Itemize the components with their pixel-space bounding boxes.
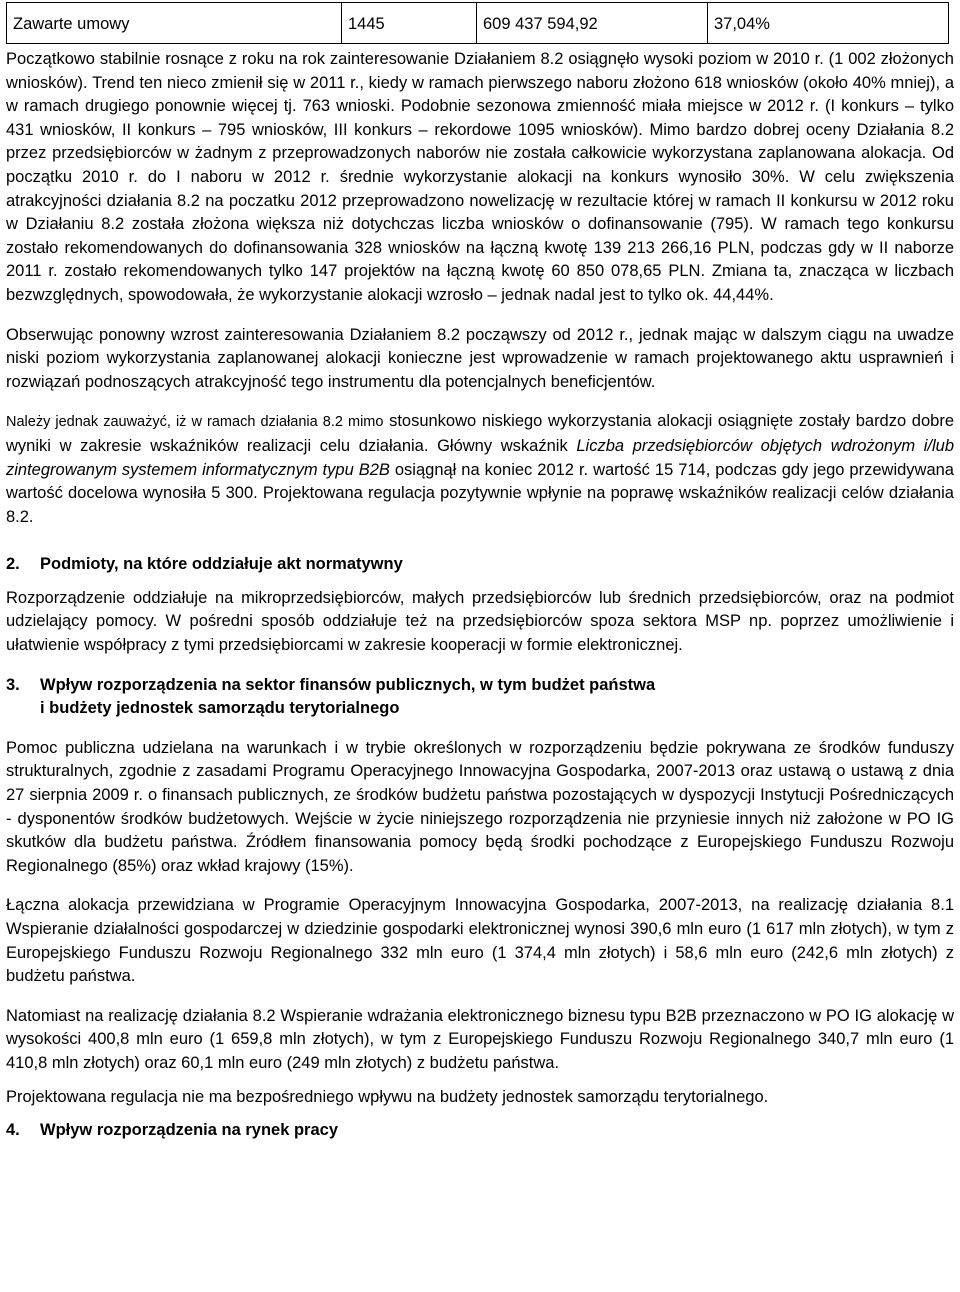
section-heading-3 [6, 674, 954, 721]
paragraph-public-aid-funding: Pomoc publiczna udzielana na warunkach i w trybie określonych w rozporządzeniu będzie pokrywana ze środków funduszy strukturalnych, zgodnie z zasadami Programu Operacyjnego Innowacyjna Gospodarka, 2007-2013 oraz ustawą o ustawą z dnia 27 sierpnia 2009 r. o finansach publicznych, ze środków budżetu państwa pozostających w dyspozycji Instytucji Pośredniczących - dysponentów środków budżetowych. Wejście w życie niniejszego rozporządzenia nie przyniesie innych niż założone w PO IG skutków dla budżetu państwa. Źródłem finansowania pomocy będą środki pochodzące z Europejskiego Funduszu Rozwoju Regionalnego (85%) oraz wkład krajowy (15%). [6, 738, 954, 875]
table-cell: 609 437 594,92 [477, 3, 708, 44]
contracts-table [6, 2, 949, 44]
heading-number: 4. [6, 1121, 20, 1140]
paragraph-text: osiągnął na koniec 2012 r. wartość 15 714, podczas gdy jego przewidywana wartość docelowa wynosiła 5 300. Projektowana regulacja pozytywnie wpłynie na poprawę wskaźników realizacji celów działania 8.2. [6, 460, 954, 526]
paragraph-affected-entities: Rozporządzenie oddziałuje na mikroprzedsiębiorców, małych przedsiębiorców lub średnich przedsiębiorców, oraz na podmiot udzielający pomocy. W pośredni sposób oddziałuje też na przedsiębiorców spoza sektora MSP np. poprzez umożliwienie i ułatwienie współpracy z tymi przedsiębiorcami w zakresie kooperacji w formie elektronicznej. [6, 588, 954, 655]
paragraph-lead-small: Należy jednak zauważyć, iż w ramach działania 8.2 mimo [6, 414, 384, 431]
table-row [7, 3, 949, 44]
table-cell: 1445 [342, 3, 477, 44]
section-heading-2 [6, 553, 954, 577]
paragraph-allocation-8-2: Natomiast na realizację działania 8.2 Wspieranie wdrażania elektronicznego biznesu typu B2B przeznaczono w PO IG alokację w wysokości 400,8 mln euro (1 659,8 mln złotych), w tym z Europejskiego Funduszu Rozwoju Regionalnego 340,7 mln euro (1 410,8 mln złotych) oraz 60,1 mln euro (249 mln złotych) z budżetu państwa. [6, 1006, 954, 1072]
heading-text: i budżety jednostek samorządu terytorialnego [40, 699, 400, 718]
paragraph-local-government: Projektowana regulacja nie ma bezpośredniego wpływu na budżety jednostek samorządu terytorialnego. [6, 1087, 769, 1106]
section-heading-4 [6, 1119, 954, 1143]
heading-text: Wpływ rozporządzenia na rynek pracy [40, 1121, 338, 1140]
table-cell: 37,04% [708, 3, 949, 44]
paragraph-applications-trend: Początkowo stabilnie rosnące z roku na rok zainteresowanie Działaniem 8.2 osiągnęło wysoki poziom w 2010 r. (1 002 złożonych wniosków). Trend ten nieco zmienił się w 2011 r., kiedy w ramach pierwszego naboru złożono 618 wniosków (około 40% mniej), a w ramach drugiego ponownie więcej tj. 763 wnioski. Podobnie sezonowa zmienność miała miejsce w 2012 r. (I konkurs – tylko 431 wniosków, II konkurs – 795 wniosków, III konkurs – rekordowe 1095 wniosków). Mimo bardzo dobrej oceny Działania 8.2 przez przedsiębiorców w żadnym z przeprowadzonych naborów nie została całkowicie wykorzystana zaplanowana alokacja. Od początku 2010 r. do I naboru w 2012 r. średnie wykorzystanie alokacji na konkurs wynosiło 30%. W celu zwiększenia atrakcyjności działania 8.2 na poczatku 2012 przeprowadzono nowelizację w rezultacie której w ramach II konkursu w 2012 roku w Działaniu 8.2 została złożona większa niż dotychczas liczba wniosków o dofinansowanie (795). W ramach tego konkursu zostało rekomendowanych do dofinansowania 328 wniosków na łączną kwotę 139 213 266,16 PLN, podczas gdy w II naborze 2011 r. zostało rekomendowanych tylko 147 projektów na łączną kwotę 60 850 078,65 PLN. Zmiana ta, znacząca w liczbach bezwzględnych, spowodowała, że wykorzystanie alokacji wzrosło – jednak nadal jest to tylko ok. 44,44%. [6, 50, 954, 304]
heading-text: Podmioty, na które oddziałuje akt normatywny [40, 555, 403, 574]
table-cell: Zawarte umowy [7, 3, 342, 44]
heading-number: 3. [6, 675, 20, 694]
paragraph-allocation-8-1: Łączna alokacja przewidziana w Programie Operacyjnym Innowacyjna Gospodarka, 2007-2013, na realizację działania 8.1 Wspieranie działalności gospodarczej w dziedzinie gospodarki elektronicznej wynosi 390,6 mln euro (1 617 mln złotych), w tym z Europejskiego Funduszu Rozwoju Regionalnego 332 mln euro (1 374,4 mln złotych) i 58,6 mln euro (242,6 mln złotych) z budżetu państwa. [6, 896, 954, 986]
indicator-name: Liczba przedsiębiorców objętych wdrożonym i/lub zintegrowanym systemem informatycznym typu B2B [6, 436, 954, 479]
paragraph-text: stosunkowo niskiego wykorzystania alokacji osiągnięte zostały bardzo dobre wyniki w zakresie wskaźników realizacji celu działania. Główny wskaźnik [6, 412, 954, 455]
heading-number: 2. [6, 555, 20, 574]
paragraph-indicators [6, 410, 954, 529]
heading-text: Wpływ rozporządzenia na sektor finansów publicznych, w tym budżet państwa [40, 675, 656, 694]
paragraph-interest-growth: Obserwując ponowny wzrost zainteresowania Działaniem 8.2 począwszy od 2012 r., jednak mając w dalszym ciągu na uwadze niski poziom wykorzystania zaplanowanej alokacji konieczne jest wprowadzenie w ramach projektowanego aktu usprawnień i rozwiązań podnoszących atrakcyjność tego instrumentu dla potencjalnych beneficjentów. [6, 325, 954, 391]
